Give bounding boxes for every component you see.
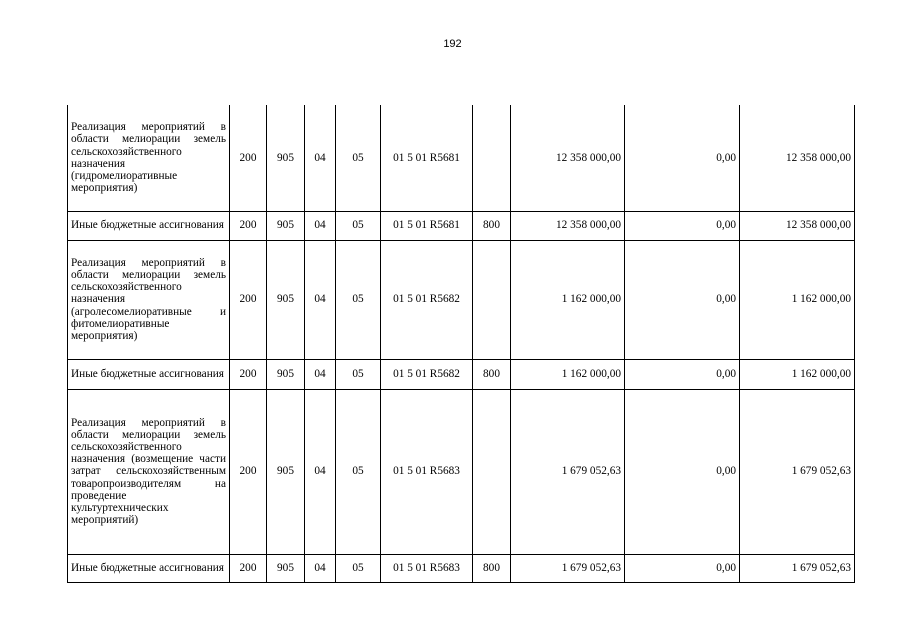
amount-second: 0,00 [625, 211, 740, 240]
subsection-code: 05 [336, 240, 381, 359]
section-code: 04 [305, 554, 336, 582]
page-number: 192 [443, 38, 462, 50]
target-article-code: 01 5 01 R5682 [381, 240, 473, 359]
amount-total: 1 679 052,63 [511, 554, 625, 582]
expense-type-code [473, 240, 511, 359]
grbs-code: 200 [230, 240, 267, 359]
target-article-code: 01 5 01 R5683 [381, 389, 473, 554]
amount-third: 12 358 000,00 [740, 211, 855, 240]
amount-third: 1 162 000,00 [740, 359, 855, 389]
target-article-code: 01 5 01 R5681 [381, 211, 473, 240]
table-row [68, 359, 855, 389]
target-article-code: 01 5 01 R5681 [381, 105, 473, 211]
section-code: 04 [305, 359, 336, 389]
table-row [68, 554, 855, 582]
row-name: Иные бюджетные ассигнования [68, 211, 230, 240]
ved-code: 905 [267, 389, 305, 554]
expense-type-code: 800 [473, 211, 511, 240]
grbs-code: 200 [230, 211, 267, 240]
grbs-code: 200 [230, 389, 267, 554]
row-name: Иные бюджетные ассигнования [68, 554, 230, 582]
grbs-code: 200 [230, 359, 267, 389]
ved-code: 905 [267, 105, 305, 211]
grbs-code: 200 [230, 554, 267, 582]
section-code: 04 [305, 389, 336, 554]
section-code: 04 [305, 240, 336, 359]
amount-second: 0,00 [625, 389, 740, 554]
subsection-code: 05 [336, 211, 381, 240]
amount-third: 1 679 052,63 [740, 389, 855, 554]
amount-total: 12 358 000,00 [511, 211, 625, 240]
ved-code: 905 [267, 359, 305, 389]
amount-total: 1 162 000,00 [511, 240, 625, 359]
amount-second: 0,00 [625, 359, 740, 389]
expense-type-code: 800 [473, 554, 511, 582]
ved-code: 905 [267, 211, 305, 240]
target-article-code: 01 5 01 R5682 [381, 359, 473, 389]
subsection-code: 05 [336, 554, 381, 582]
table-row [68, 389, 855, 554]
ved-code: 905 [267, 240, 305, 359]
target-article-code: 01 5 01 R5683 [381, 554, 473, 582]
section-code: 04 [305, 105, 336, 211]
subsection-code: 05 [336, 359, 381, 389]
row-name: Реализация мероприятий в области мелиорации земель сельскохозяйственного назначения (возмещение части затрат сельскохозяйственным товаропроизводителям на проведение культуртехнических мероприятий) [68, 389, 230, 554]
ved-code: 905 [267, 554, 305, 582]
row-name: Реализация мероприятий в области мелиорации земель сельскохозяйственного назначения (гидромелиоративные мероприятия) [68, 105, 230, 211]
grbs-code: 200 [230, 105, 267, 211]
table-row [68, 211, 855, 240]
row-name: Реализация мероприятий в области мелиорации земель сельскохозяйственного назначения (агролесомелиоративные и фитомелиоративные мероприятия) [68, 240, 230, 359]
amount-total: 12 358 000,00 [511, 105, 625, 211]
expense-type-code [473, 105, 511, 211]
amount-third: 1 679 052,63 [740, 554, 855, 582]
amount-second: 0,00 [625, 105, 740, 211]
expense-type-code [473, 389, 511, 554]
budget-table [67, 105, 855, 583]
amount-second: 0,00 [625, 240, 740, 359]
subsection-code: 05 [336, 105, 381, 211]
amount-total: 1 679 052,63 [511, 389, 625, 554]
table-row [68, 240, 855, 359]
expense-type-code: 800 [473, 359, 511, 389]
row-name: Иные бюджетные ассигнования [68, 359, 230, 389]
amount-third: 1 162 000,00 [740, 240, 855, 359]
amount-second: 0,00 [625, 554, 740, 582]
amount-total: 1 162 000,00 [511, 359, 625, 389]
amount-third: 12 358 000,00 [740, 105, 855, 211]
subsection-code: 05 [336, 389, 381, 554]
section-code: 04 [305, 211, 336, 240]
table-row [68, 105, 855, 211]
